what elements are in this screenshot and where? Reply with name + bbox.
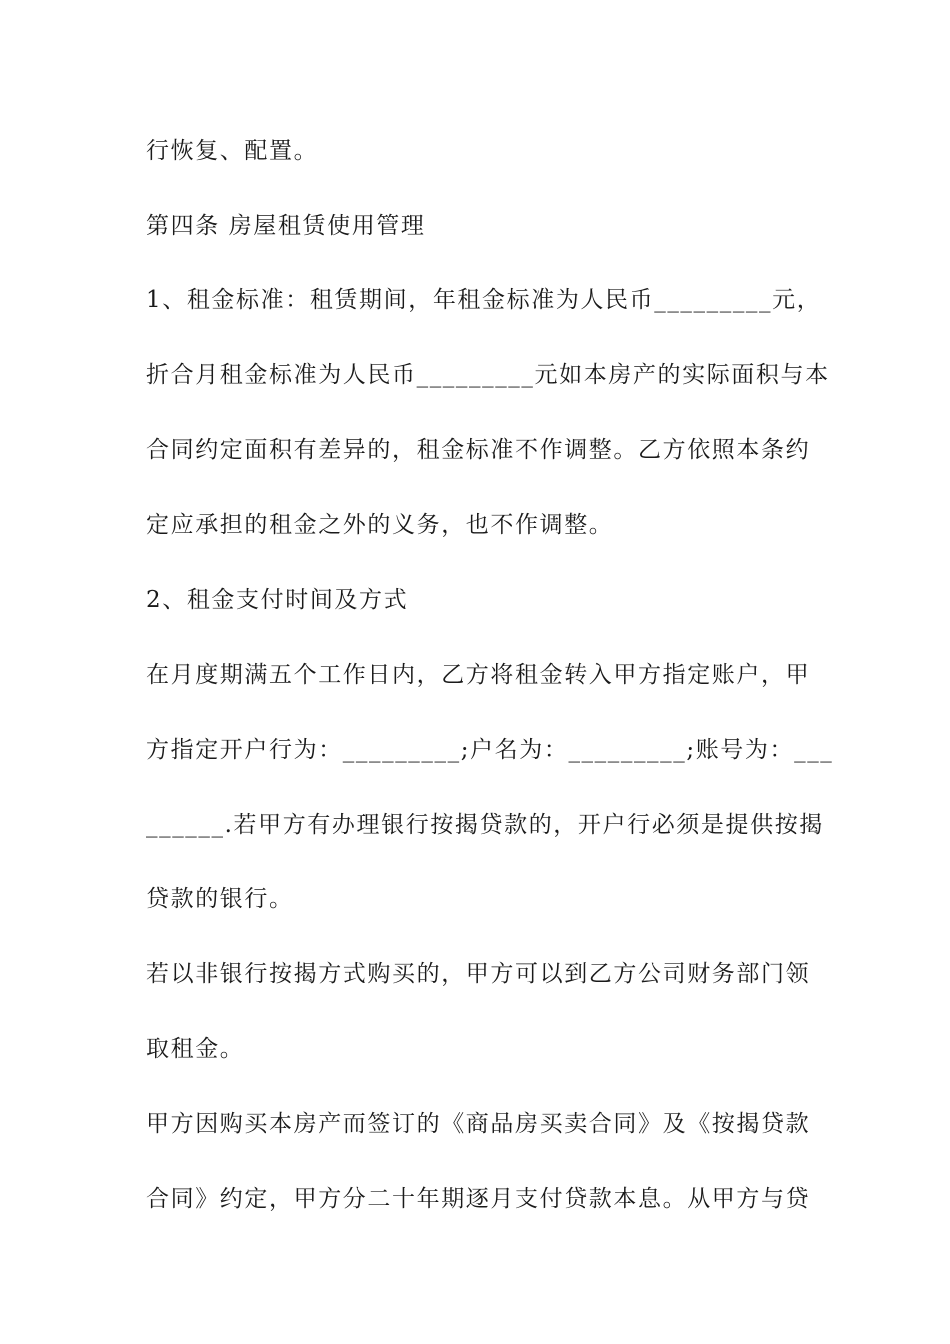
text-line: 取租金。 (146, 1036, 245, 1062)
text-line: ______.若甲方有办理银行按揭贷款的，开户行必须是提供按揭 (146, 812, 824, 838)
text-line: 定应承担的租金之外的义务，也不作调整。 (146, 512, 614, 538)
text-line: 方指定开户行为：_________;户名为：_________;账号为：___ (146, 737, 834, 763)
text-line: 贷款的银行。 (146, 886, 294, 912)
text-line: 合同》约定，甲方分二十年期逐月支付贷款本息。从甲方与贷 (146, 1186, 811, 1212)
text-line: 1、租金标准：租赁期间，年租金标准为人民币_________元， (146, 287, 822, 313)
section-heading: 第四条 房屋租赁使用管理 (146, 213, 426, 239)
subsection-heading: 2、租金支付时间及方式 (146, 587, 409, 613)
text-line: 行恢复、配置。 (146, 138, 319, 164)
text-line: 合同约定面积有差异的，租金标准不作调整。乙方依照本条约 (146, 437, 811, 463)
text-line: 在月度期满五个工作日内，乙方将租金转入甲方指定账户，甲 (146, 662, 811, 688)
text-line: 甲方因购买本房产而签订的《商品房买卖合同》及《按揭贷款 (146, 1111, 811, 1137)
text-line: 若以非银行按揭方式购买的，甲方可以到乙方公司财务部门领 (146, 961, 811, 987)
text-line: 折合月租金标准为人民币_________元如本房产的实际面积与本 (146, 362, 830, 388)
